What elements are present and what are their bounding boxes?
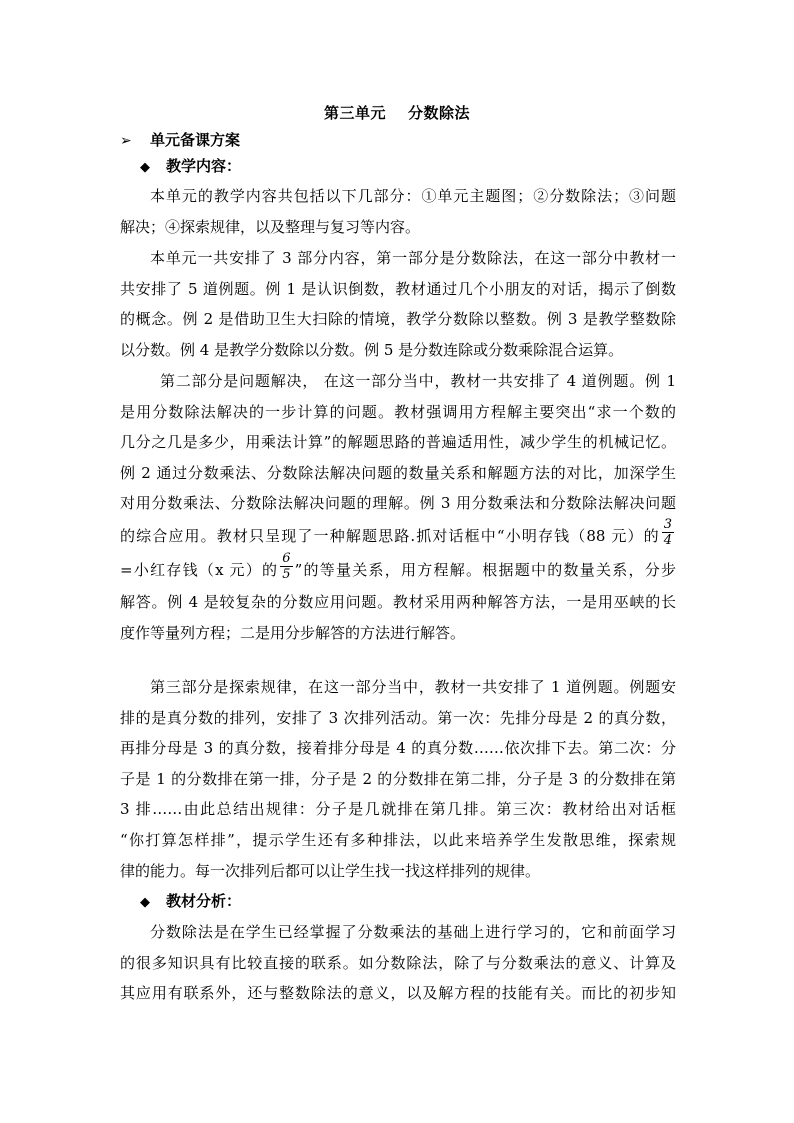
paragraph-line: 本单元一共安排了 3 部分内容，第一部分是分数除法，在这一部分中教材一 bbox=[150, 249, 676, 267]
paragraph-line: 解决；④探索规律，以及整理与复习等内容。 bbox=[120, 217, 421, 236]
paragraph-line: 3 排……由此总结出规律：分子是几就排在第几排。第三次：教材给出对话框 bbox=[120, 800, 676, 819]
section-heading-text: 单元备课方案 bbox=[150, 131, 241, 149]
title-topic: 分数除法 bbox=[408, 104, 471, 122]
paragraph-line: 解答。例 4 是较复杂的分数应用问题。教材采用两种解答方法，一是用巫峡的长 bbox=[120, 592, 676, 611]
fraction-lead-text: =小红存钱（x 元）的 bbox=[120, 560, 279, 579]
fraction-denominator: 4 bbox=[663, 533, 672, 549]
paragraph-line: 的概念。例 2 是借助卫生大扫除的情境，教学分数除以整数。例 3 是教学整数除 bbox=[120, 310, 676, 329]
title-unit: 第三单元 bbox=[323, 104, 386, 122]
paragraph-line: “你打算怎样排”，提示学生还有多种排法，以此来培养学生发散思维，探索规 bbox=[120, 830, 676, 849]
arrow-bullet-icon: ➢ bbox=[120, 133, 132, 149]
paragraph-line: 本单元的教学内容共包括以下几部分：①单元主题图；②分数除法；③问题 bbox=[150, 187, 676, 205]
paragraph-line: 第三部分是探索规律，在这一部分当中，教材一共安排了 1 道例题。例题安 bbox=[150, 678, 676, 696]
paragraph-line: 子是 1 的分数排在第一排，分子是 2 的分数排在第二排，分子是 3 的分数排在第 bbox=[120, 769, 676, 788]
paragraph-line: 例 2 通过分数乘法、分数除法解决问题的数量关系和解题方法的对比，加深学生 bbox=[120, 463, 676, 482]
paragraph-line: 对用分数乘法、分数除法解决问题的理解。例 3 用分数乘法和分数除法解决问题 bbox=[120, 494, 676, 513]
paragraph-part-three bbox=[120, 672, 676, 886]
diamond-bullet-icon: ◆ bbox=[140, 160, 150, 175]
subheading-content bbox=[140, 155, 241, 176]
paragraph-line: 是用分数除法解决的一步计算的问题。教材强调用方程解主要突出“求一个数的 bbox=[120, 402, 676, 421]
paragraph-line: 以分数。例 4 是教学分数除以分数。例 5 是分数连除或分数乘除混合运算。 bbox=[120, 340, 624, 359]
paragraph-line: 其应用有联系外，还与整数除法的意义，以及解方程的技能有关。而比的初步知 bbox=[120, 984, 676, 1003]
diamond-bullet-icon: ◆ bbox=[140, 895, 150, 910]
paragraph-part-one bbox=[120, 243, 676, 365]
paragraph-content bbox=[120, 181, 676, 242]
fraction-numerator: 6 bbox=[282, 551, 291, 567]
paragraph-analysis bbox=[120, 917, 676, 1009]
section-heading bbox=[120, 129, 240, 150]
fraction-three-quarters bbox=[662, 517, 674, 548]
subheading-content-text: 教学内容： bbox=[166, 157, 242, 175]
fraction-six-fifths bbox=[280, 551, 292, 582]
fraction-numerator: 3 bbox=[663, 517, 672, 533]
paragraph-line-with-fraction bbox=[120, 553, 676, 587]
paragraph-line: 第二部分是问题解决， 在这一部分当中，教材一共安排了 4 道例题。例 1 bbox=[160, 372, 676, 390]
paragraph-line: 分数除法是在学生已经掌握了分数乘法的基础上进行学习的，它和前面学习 bbox=[150, 923, 676, 941]
fraction-denominator: 5 bbox=[282, 567, 291, 583]
paragraph-line: 共安排了 5 道例题。例 1 是认识倒数，教材通过几个小朋友的对话，揭示了倒数 bbox=[120, 279, 676, 298]
paragraph-line: 度作等量列方程；二是用分步解答的方法进行解答。 bbox=[120, 623, 466, 642]
subheading-analysis-text: 教材分析： bbox=[166, 892, 242, 910]
fraction-lead-text: 的综合应用。教材只呈现了一种解题思路.抓对话框中“小明存钱（88 元）的 bbox=[120, 526, 660, 545]
paragraph-part-two bbox=[120, 366, 676, 648]
paragraph-line: 几分之几是多少，用乘法计算”的解题思路的普遍适用性，减少学生的机械记忆。 bbox=[120, 433, 676, 452]
paragraph-line: 律的能力。每一次排列后都可以让学生找一找这样排列的规律。 bbox=[120, 861, 541, 880]
paragraph-line: 的很多知识具有比较直接的联系。如分数除法，除了与分数乘法的意义、计算及 bbox=[120, 953, 676, 972]
page-title bbox=[0, 102, 794, 123]
paragraph-line: 排的是真分数的排列，安排了 3 次排列活动。第一次：先排分母是 2 的真分数， bbox=[120, 708, 676, 727]
paragraph-line-with-fraction bbox=[120, 519, 676, 553]
subheading-analysis bbox=[140, 890, 241, 911]
fraction-trail-text: ”的等量关系，用方程解。根据题中的数量关系，分步 bbox=[294, 560, 676, 579]
paragraph-line: 再排分母是 3 的真分数，接着排分母是 4 的真分数……依次排下去。第二次：分 bbox=[120, 739, 676, 758]
